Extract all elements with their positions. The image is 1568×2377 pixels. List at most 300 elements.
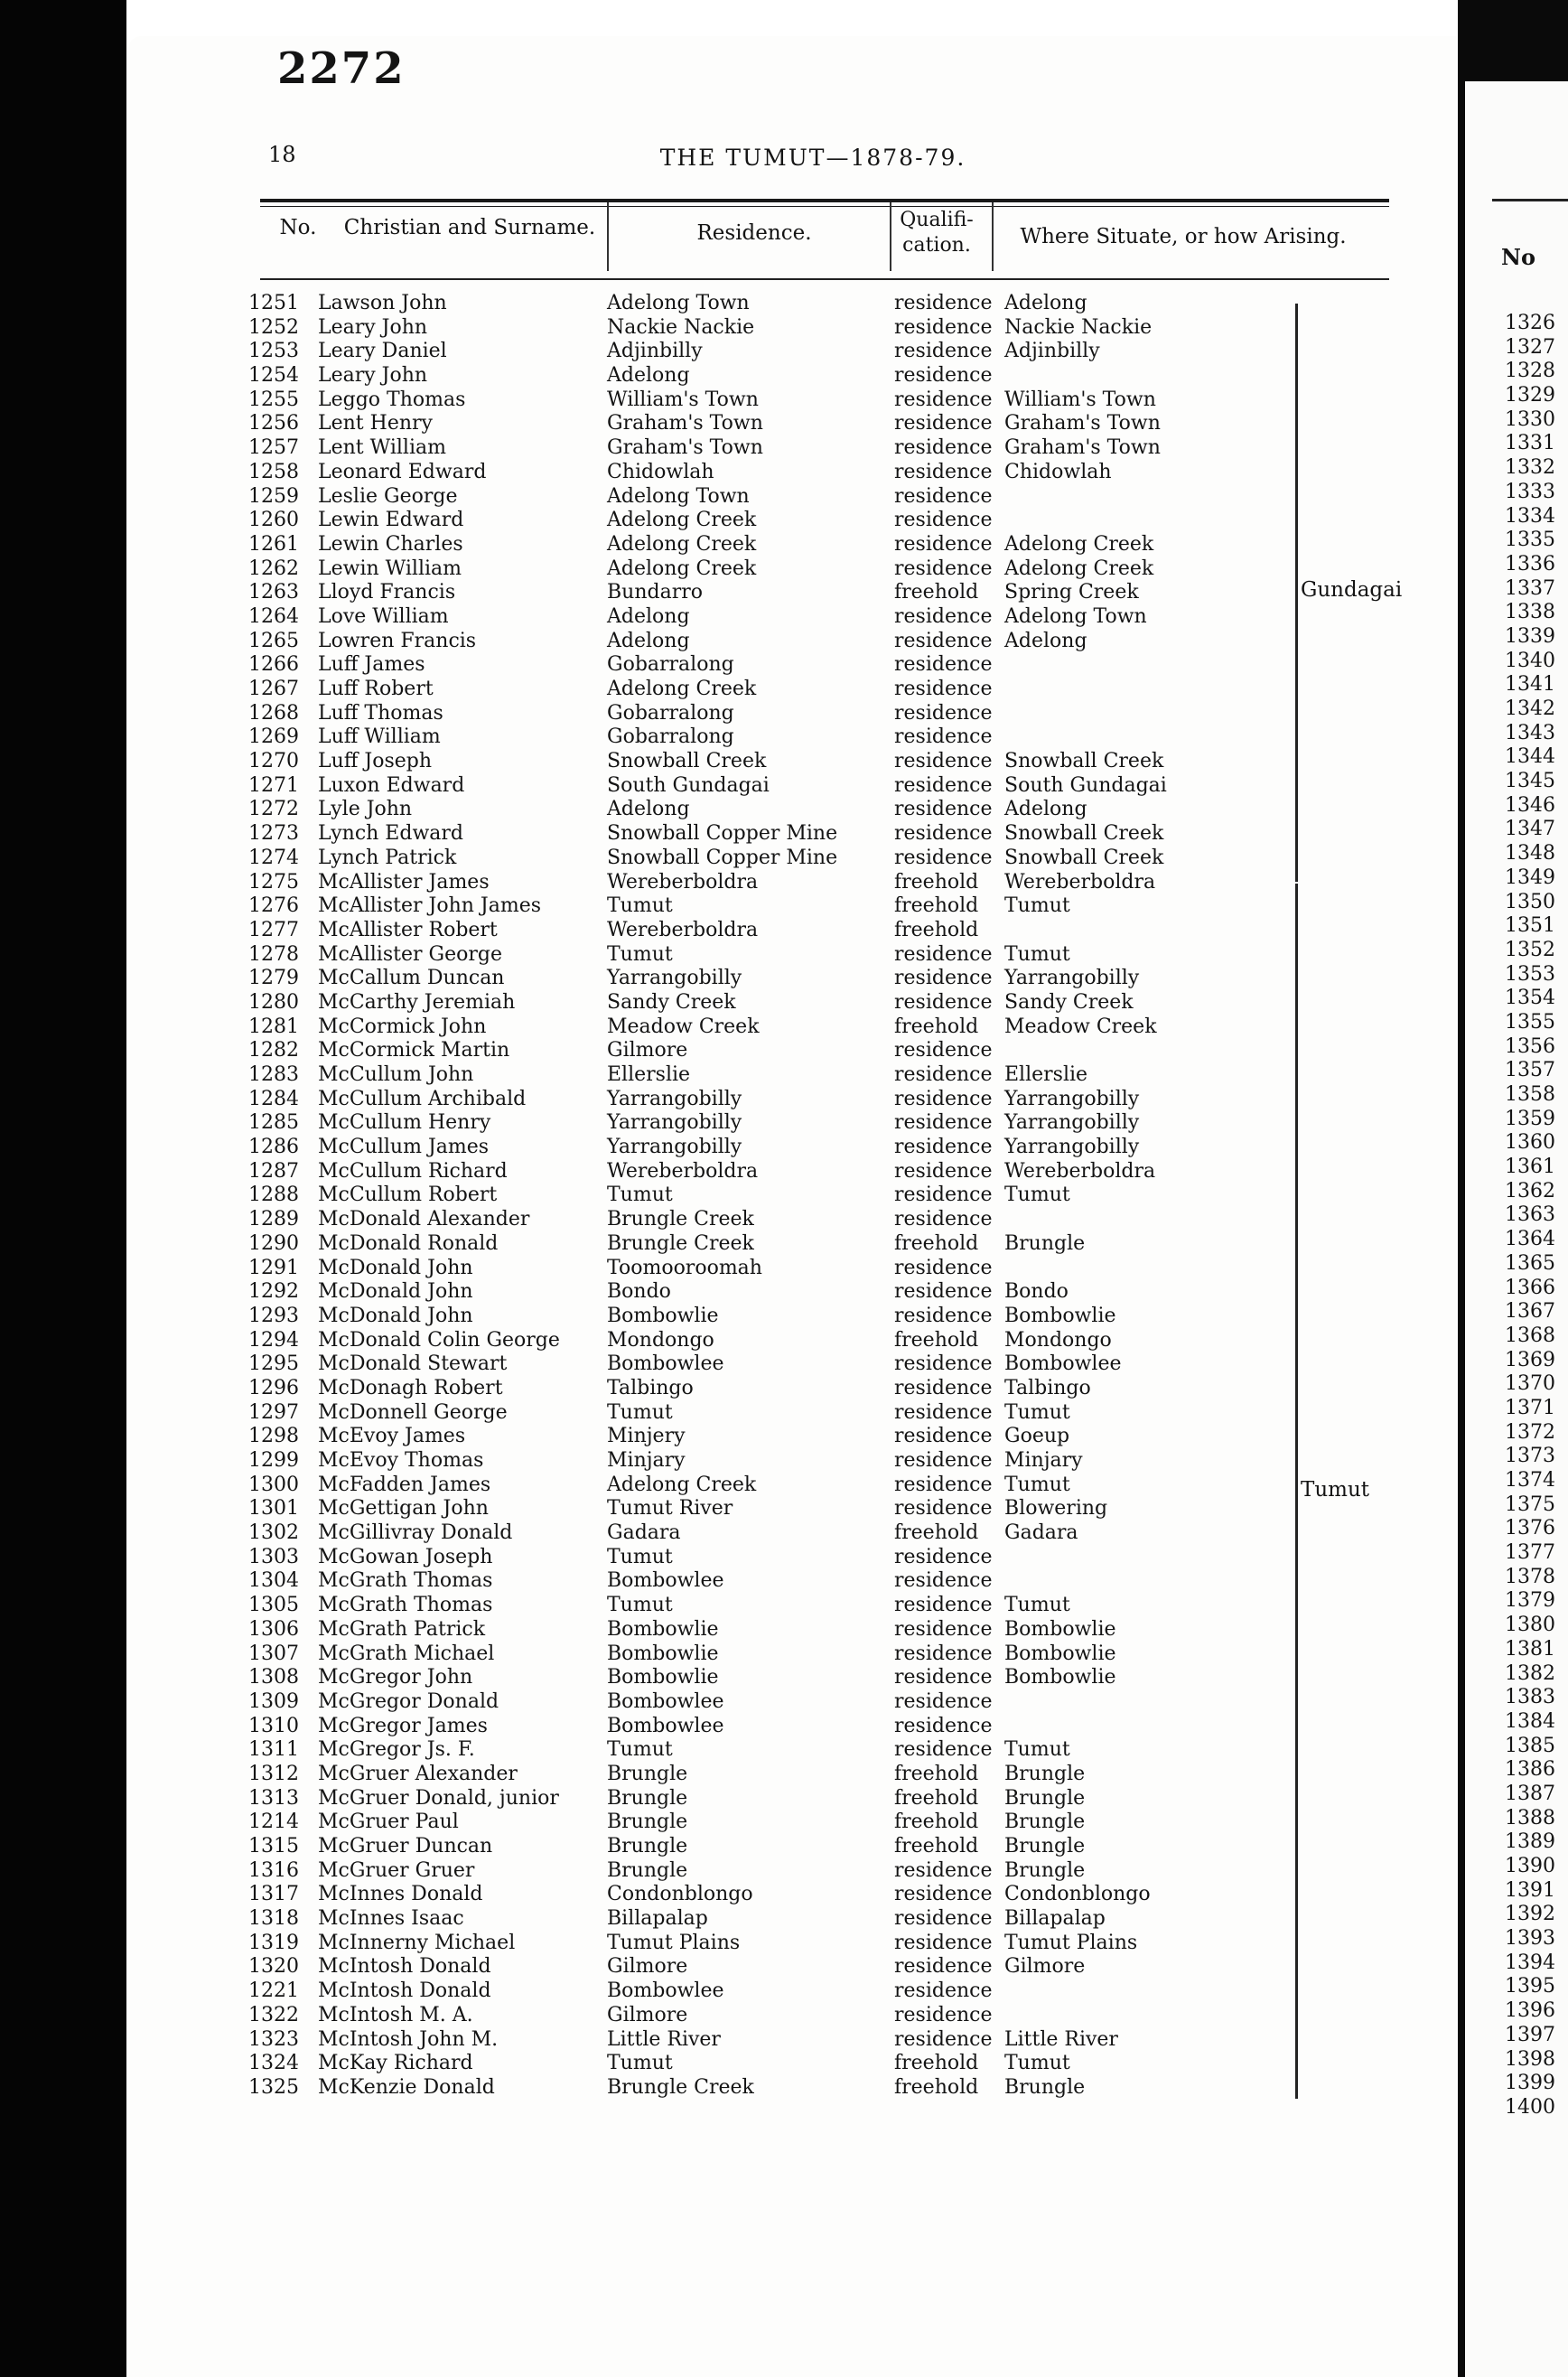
adjacent-page-number: 1370: [1505, 1372, 1555, 1396]
entry-residence: Yarrangobilly: [607, 1087, 742, 1110]
entry-number: 1312: [248, 1762, 299, 1785]
district-label: Gundagai: [1301, 578, 1403, 602]
page-number: 18: [268, 142, 296, 167]
entry-qualification: residence: [894, 629, 993, 652]
entry-number: 1322: [248, 2003, 299, 2026]
entry-qualification: residence: [894, 967, 993, 990]
entry-residence: Adjinbilly: [607, 340, 703, 363]
entry-name: Lowren Francis: [318, 629, 477, 652]
entry-qualification: residence: [894, 1159, 993, 1183]
adjacent-page-number: 1338: [1505, 601, 1555, 624]
entry-residence: Wereberboldra: [607, 870, 759, 894]
adjacent-page-number: 1352: [1505, 938, 1555, 961]
adjacent-page-number: 1397: [1505, 2023, 1555, 2046]
entry-qualification: freehold: [894, 1521, 979, 1545]
entry-residence: Minjary: [607, 1449, 686, 1472]
entry-number: 1255: [248, 388, 299, 411]
entry-qualification: residence: [894, 604, 993, 628]
table-row: [0, 1088, 1355, 1112]
entry-number: 1278: [248, 942, 299, 966]
entry-name: Leggo Thomas: [318, 388, 466, 411]
entry-residence: Tumut: [607, 1400, 673, 1424]
entry-qualification: freehold: [894, 1786, 979, 1810]
table-row: [0, 1015, 1355, 1040]
entry-residence: Bombowlie: [607, 1617, 719, 1641]
entry-qualification: residence: [894, 750, 993, 773]
entry-residence: Brungle: [607, 1835, 688, 1858]
entry-where-situate: Brungle: [1004, 1786, 1086, 1810]
entry-name: McGrath Patrick: [318, 1617, 486, 1641]
adjacent-page-numbers: [1505, 312, 1559, 2120]
entry-residence: Yarrangobilly: [607, 1136, 742, 1159]
table-row: [0, 1932, 1355, 1956]
entry-where-situate: Yarrangobilly: [1004, 1087, 1140, 1110]
entry-qualification: residence: [894, 532, 993, 556]
entry-qualification: freehold: [894, 1015, 979, 1038]
entry-where-situate: Tumut: [1004, 1400, 1070, 1424]
entry-number: 1292: [248, 1280, 299, 1304]
adjacent-page-number: 1341: [1505, 673, 1555, 697]
district-label: Tumut: [1301, 1478, 1370, 1502]
table-row: [0, 1352, 1355, 1377]
entry-where-situate: Brungle: [1004, 1811, 1086, 1834]
header-rule-bottom: [260, 278, 1389, 280]
adjacent-page-number: 1358: [1505, 1083, 1555, 1106]
column-header-residence: Residence.: [696, 221, 812, 245]
entry-number: 1316: [248, 1858, 299, 1882]
entry-residence: Adelong Creek: [607, 532, 757, 556]
entry-name: Leary Daniel: [318, 340, 447, 363]
entry-residence: Little River: [607, 2027, 721, 2051]
entry-number: 1285: [248, 1111, 299, 1135]
entry-residence: Snowball Copper Mine: [607, 846, 838, 869]
adjacent-page-number: 1361: [1505, 1156, 1555, 1179]
table-row: [0, 1280, 1355, 1305]
entry-number: 1298: [248, 1425, 299, 1448]
entry-where-situate: South Gundagai: [1004, 773, 1167, 797]
entry-number: 1289: [248, 1208, 299, 1231]
entry-qualification: residence: [894, 1208, 993, 1231]
entry-qualification: freehold: [894, 870, 979, 894]
adjacent-page-number: 1391: [1505, 1878, 1555, 1902]
table-row: [0, 1111, 1355, 1136]
entry-where-situate: Bombowlee: [1004, 1352, 1122, 1376]
table-row: [0, 1521, 1355, 1546]
entry-name: McKenzie Donald: [318, 2075, 495, 2099]
adjacent-page-number: 1365: [1505, 1251, 1555, 1275]
entry-qualification: freehold: [894, 1835, 979, 1858]
entry-residence: Bombowlee: [607, 1352, 724, 1376]
adjacent-page-number: 1349: [1505, 866, 1555, 889]
entry-where-situate: Wereberboldra: [1004, 1159, 1156, 1183]
entry-residence: Snowball Creek: [607, 750, 767, 773]
entry-number: 1261: [248, 532, 299, 556]
entry-number: 1277: [248, 918, 299, 941]
entry-where-situate: Brungle: [1004, 1231, 1086, 1255]
entry-number: 1253: [248, 340, 299, 363]
entry-qualification: residence: [894, 1907, 993, 1931]
entry-number: 1263: [248, 581, 299, 604]
entry-where-situate: Ellerslie: [1004, 1063, 1088, 1086]
adjacent-page-number: 1360: [1505, 1131, 1555, 1155]
entry-name: McGrath Thomas: [318, 1594, 493, 1617]
entry-qualification: residence: [894, 1594, 993, 1617]
table-row: [0, 1594, 1355, 1618]
adjacent-page-number: 1359: [1505, 1107, 1555, 1130]
adjacent-page-number: 1375: [1505, 1493, 1555, 1516]
adjacent-page-number: 1381: [1505, 1637, 1555, 1661]
entry-residence: Gadara: [607, 1521, 681, 1545]
table-row: [0, 2004, 1355, 2028]
entry-name: Luff Robert: [318, 678, 434, 700]
entry-number: 1303: [248, 1545, 299, 1568]
entry-where-situate: Tumut: [1004, 894, 1070, 918]
entry-name: McDonagh Robert: [318, 1376, 503, 1399]
adjacent-page-number: 1339: [1505, 624, 1555, 648]
entry-name: Lynch Edward: [318, 822, 463, 846]
entry-name: McIntosh M. A.: [318, 2003, 473, 2026]
entry-residence: Adelong Town: [607, 484, 750, 508]
entry-qualification: residence: [894, 1955, 993, 1979]
table-row: [0, 750, 1355, 774]
entry-number: 1307: [248, 1642, 299, 1665]
entry-name: McGruer Paul: [318, 1811, 459, 1834]
entry-name: McDonald John: [318, 1280, 473, 1304]
entry-name: McCullum John: [318, 1063, 474, 1086]
table-row: [0, 798, 1355, 822]
entry-number: 1271: [248, 773, 299, 797]
entry-residence: Gilmore: [607, 1955, 688, 1979]
entry-name: Lyle John: [318, 798, 413, 821]
entry-name: McCullum Henry: [318, 1111, 491, 1135]
entry-qualification: residence: [894, 942, 993, 966]
entry-name: McDonnell George: [318, 1400, 508, 1424]
entry-where-situate: Adelong: [1004, 292, 1087, 314]
entry-residence: Wereberboldra: [607, 918, 759, 941]
entry-where-situate: Adelong Creek: [1004, 557, 1154, 580]
entry-where-situate: Mondongo: [1004, 1328, 1112, 1352]
entry-qualification: freehold: [894, 1811, 979, 1834]
entry-where-situate: Snowball Creek: [1004, 750, 1164, 773]
table-row: [0, 630, 1355, 654]
entry-qualification: freehold: [894, 918, 979, 941]
entry-qualification: residence: [894, 436, 993, 460]
column-divider: [607, 202, 609, 271]
entry-qualification: residence: [894, 1352, 993, 1376]
entry-where-situate: Gilmore: [1004, 1955, 1086, 1979]
table-row: [0, 1955, 1355, 1979]
entry-where-situate: Yarrangobilly: [1004, 1136, 1140, 1159]
table-row: [0, 1546, 1355, 1570]
table-row: [0, 774, 1355, 799]
entry-qualification: residence: [894, 1184, 993, 1207]
entry-number: 1269: [248, 725, 299, 749]
entry-name: Lent William: [318, 436, 446, 460]
entry-residence: Billapalap: [607, 1907, 708, 1931]
entry-residence: Tumut: [607, 1738, 673, 1762]
entry-qualification: residence: [894, 1642, 993, 1665]
table-row: [0, 557, 1355, 582]
entry-qualification: residence: [894, 678, 993, 700]
entry-number: 1294: [248, 1328, 299, 1352]
entry-number: 1276: [248, 894, 299, 918]
entry-qualification: residence: [894, 1497, 993, 1521]
entry-name: McGregor Js. F.: [318, 1738, 475, 1762]
table-row: [0, 991, 1355, 1015]
entry-number: 1317: [248, 1883, 299, 1906]
entry-number: 1272: [248, 798, 299, 821]
entry-name: Luff William: [318, 725, 441, 749]
entry-qualification: residence: [894, 412, 993, 435]
table-row: [0, 1257, 1355, 1281]
entry-name: Lawson John: [318, 292, 447, 314]
entry-qualification: residence: [894, 1545, 993, 1568]
table-row: [0, 1787, 1355, 1811]
entry-name: McDonald John: [318, 1256, 473, 1279]
entry-number: 1281: [248, 1015, 299, 1038]
entry-residence: Snowball Copper Mine: [607, 822, 838, 846]
entry-name: McDonald Colin George: [318, 1328, 560, 1352]
entry-number: 1257: [248, 436, 299, 460]
adjacent-page-number: 1340: [1505, 649, 1555, 672]
entry-where-situate: Little River: [1004, 2027, 1118, 2051]
entry-number: 1279: [248, 967, 299, 990]
table-row: [0, 1449, 1355, 1474]
entry-number: 1293: [248, 1304, 299, 1327]
entry-residence: Tumut: [607, 942, 673, 966]
entry-qualification: residence: [894, 1425, 993, 1448]
entry-number: 1324: [248, 2052, 299, 2075]
adjacent-page-number: 1386: [1505, 1758, 1555, 1782]
entry-where-situate: Bombowlie: [1004, 1617, 1116, 1641]
entry-where-situate: Wereberboldra: [1004, 870, 1156, 894]
entry-qualification: residence: [894, 798, 993, 821]
entry-residence: Brungle: [607, 1858, 688, 1882]
adjacent-page-number: 1373: [1505, 1445, 1555, 1468]
entry-name: McInnes Donald: [318, 1883, 483, 1906]
entry-name: McGregor Donald: [318, 1689, 499, 1713]
adjacent-page-number: 1389: [1505, 1830, 1555, 1854]
entry-number: 1284: [248, 1087, 299, 1110]
table-row: [0, 1305, 1355, 1329]
entry-name: Lent Henry: [318, 412, 433, 435]
table-row: [0, 1039, 1355, 1063]
adjacent-page-number: 1399: [1505, 2072, 1555, 2095]
entry-number: 1254: [248, 364, 299, 388]
table-row: [0, 1979, 1355, 2004]
adjacent-page-number: 1368: [1505, 1324, 1555, 1347]
table-row: [0, 1907, 1355, 1932]
entry-qualification: residence: [894, 292, 993, 314]
entry-where-situate: Tumut: [1004, 1184, 1070, 1207]
entry-qualification: residence: [894, 1738, 993, 1762]
column-header-no: No.: [279, 216, 317, 239]
table-row: [0, 871, 1355, 895]
table-row: [0, 847, 1355, 871]
table-row: [0, 509, 1355, 533]
table-row: [0, 1763, 1355, 1787]
entry-qualification: residence: [894, 1979, 993, 2003]
entry-name: McIntosh Donald: [318, 1979, 491, 2003]
entry-qualification: residence: [894, 1714, 993, 1737]
entry-residence: Yarrangobilly: [607, 967, 742, 990]
entry-name: McGruer Gruer: [318, 1858, 475, 1882]
table-row: [0, 2052, 1355, 2076]
entry-name: McGowan Joseph: [318, 1545, 493, 1568]
entry-name: Lynch Patrick: [318, 846, 457, 869]
entry-name: McCormick Martin: [318, 1039, 510, 1062]
entry-residence: Adelong Creek: [607, 1473, 757, 1496]
entry-name: McKay Richard: [318, 2052, 473, 2075]
entry-residence: Minjery: [607, 1425, 686, 1448]
adjacent-page-number: 1345: [1505, 770, 1555, 793]
entry-where-situate: Adelong Creek: [1004, 532, 1154, 556]
adjacent-page-number: 1334: [1505, 504, 1555, 528]
entry-residence: William's Town: [607, 388, 759, 411]
column-divider: [890, 202, 891, 271]
adjacent-page-number: 1335: [1505, 529, 1555, 552]
entry-where-situate: Blowering: [1004, 1497, 1108, 1521]
entry-qualification: residence: [894, 315, 993, 339]
entry-qualification: residence: [894, 990, 993, 1014]
entry-residence: Adelong Town: [607, 292, 750, 314]
adjacent-page-number: 1357: [1505, 1059, 1555, 1082]
table-row: [0, 533, 1355, 557]
entry-residence: Wereberboldra: [607, 1159, 759, 1183]
entry-name: McAllister John James: [318, 894, 542, 918]
entry-residence: Tumut: [607, 1594, 673, 1617]
entry-where-situate: Tumut: [1004, 1473, 1070, 1496]
entry-number: 1270: [248, 750, 299, 773]
entry-number: 1313: [248, 1786, 299, 1810]
adjacent-page-number: 1366: [1505, 1276, 1555, 1299]
entry-name: McAllister James: [318, 870, 490, 894]
entry-number: 1252: [248, 315, 299, 339]
adjacent-page-number: 1382: [1505, 1661, 1555, 1685]
entry-residence: Tumut: [607, 1545, 673, 1568]
entry-where-situate: Brungle: [1004, 1762, 1086, 1785]
table-row: [0, 1136, 1355, 1160]
entry-qualification: residence: [894, 340, 993, 363]
adjacent-page-number: 1378: [1505, 1565, 1555, 1588]
entry-residence: Brungle Creek: [607, 1208, 754, 1231]
entry-where-situate: Goeup: [1004, 1425, 1070, 1448]
entry-qualification: residence: [894, 1617, 993, 1641]
entry-name: McGregor John: [318, 1666, 473, 1689]
entry-residence: Gilmore: [607, 2003, 688, 2026]
entry-residence: Gilmore: [607, 1039, 688, 1062]
entry-name: Lloyd Francis: [318, 581, 456, 604]
entry-residence: Adelong Creek: [607, 678, 757, 700]
table-row: [0, 1618, 1355, 1642]
entry-number: 1319: [248, 1931, 299, 1954]
entry-number: 1300: [248, 1473, 299, 1496]
adjacent-page-number: 1348: [1505, 842, 1555, 866]
adjacent-page-rule: [1492, 199, 1568, 201]
table-row: [0, 1232, 1355, 1257]
entry-number: 1291: [248, 1256, 299, 1279]
entry-qualification: residence: [894, 509, 993, 532]
entry-where-situate: Spring Creek: [1004, 581, 1139, 604]
entry-where-situate: Brungle: [1004, 1835, 1086, 1858]
entry-number: 1265: [248, 629, 299, 652]
entry-qualification: residence: [894, 1136, 993, 1159]
entry-where-situate: Snowball Creek: [1004, 846, 1164, 869]
entry-number: 1256: [248, 412, 299, 435]
entry-number: 1273: [248, 822, 299, 846]
entry-residence: Yarrangobilly: [607, 1111, 742, 1135]
entry-residence: Gobarralong: [607, 701, 734, 725]
table-row: [0, 1184, 1355, 1208]
adjacent-page-number: 1332: [1505, 456, 1555, 480]
adjacent-page-number: 1346: [1505, 793, 1555, 817]
entry-where-situate: Chidowlah: [1004, 460, 1112, 483]
entry-name: McGrath Thomas: [318, 1569, 493, 1593]
entry-qualification: freehold: [894, 894, 979, 918]
entry-number: 1262: [248, 557, 299, 580]
entry-residence: Chidowlah: [607, 460, 714, 483]
entry-where-situate: Snowball Creek: [1004, 822, 1164, 846]
entry-number: 1305: [248, 1594, 299, 1617]
entry-name: McIntosh John M.: [318, 2027, 499, 2051]
entry-name: McEvoy James: [318, 1425, 466, 1448]
table-row: [0, 1859, 1355, 1884]
entry-residence: Gobarralong: [607, 653, 734, 677]
entry-residence: Talbingo: [607, 1376, 694, 1399]
entry-number: 1309: [248, 1689, 299, 1713]
entry-where-situate: Tumut: [1004, 942, 1070, 966]
entry-residence: Adelong: [607, 629, 690, 652]
table-row: [0, 1715, 1355, 1739]
adjacent-page-number: 1394: [1505, 1951, 1555, 1974]
table-row: [0, 1811, 1355, 1835]
table-row: [0, 581, 1355, 605]
header-rule-top-thin: [260, 206, 1389, 207]
entry-name: Luff Thomas: [318, 701, 443, 725]
adjacent-page-number: 1379: [1505, 1589, 1555, 1613]
entry-number: 1268: [248, 701, 299, 725]
adjacent-page-number: 1396: [1505, 1999, 1555, 2023]
entry-qualification: residence: [894, 2003, 993, 2026]
entry-qualification: residence: [894, 557, 993, 580]
adjacent-page-number: 1336: [1505, 552, 1555, 576]
entry-qualification: residence: [894, 773, 993, 797]
table-row: [0, 1208, 1355, 1232]
entry-number: 1280: [248, 990, 299, 1014]
entry-number: 1214: [248, 1811, 299, 1834]
entry-residence: South Gundagai: [607, 773, 770, 797]
adjacent-page-number: 1387: [1505, 1782, 1555, 1805]
entry-name: Luxon Edward: [318, 773, 465, 797]
entry-residence: Bombowlie: [607, 1642, 719, 1665]
table-row: [0, 725, 1355, 750]
adjacent-page-number: 1363: [1505, 1203, 1555, 1227]
entry-residence: Meadow Creek: [607, 1015, 760, 1038]
entry-residence: Ellerslie: [607, 1063, 691, 1086]
adjacent-page-header: No: [1501, 244, 1535, 270]
district-brace: [1283, 304, 1298, 882]
adjacent-page-number: 1398: [1505, 2047, 1555, 2071]
entry-residence: Brungle Creek: [607, 1231, 754, 1255]
adjacent-page-number: 1350: [1505, 890, 1555, 913]
entry-name: McCormick John: [318, 1015, 487, 1038]
adjacent-page-number: 1385: [1505, 1734, 1555, 1757]
entry-qualification: residence: [894, 1689, 993, 1713]
entry-name: McCallum Duncan: [318, 967, 505, 990]
entry-residence: Brungle Creek: [607, 2075, 754, 2099]
adjacent-page-number: 1353: [1505, 962, 1555, 986]
table-row: [0, 1377, 1355, 1401]
